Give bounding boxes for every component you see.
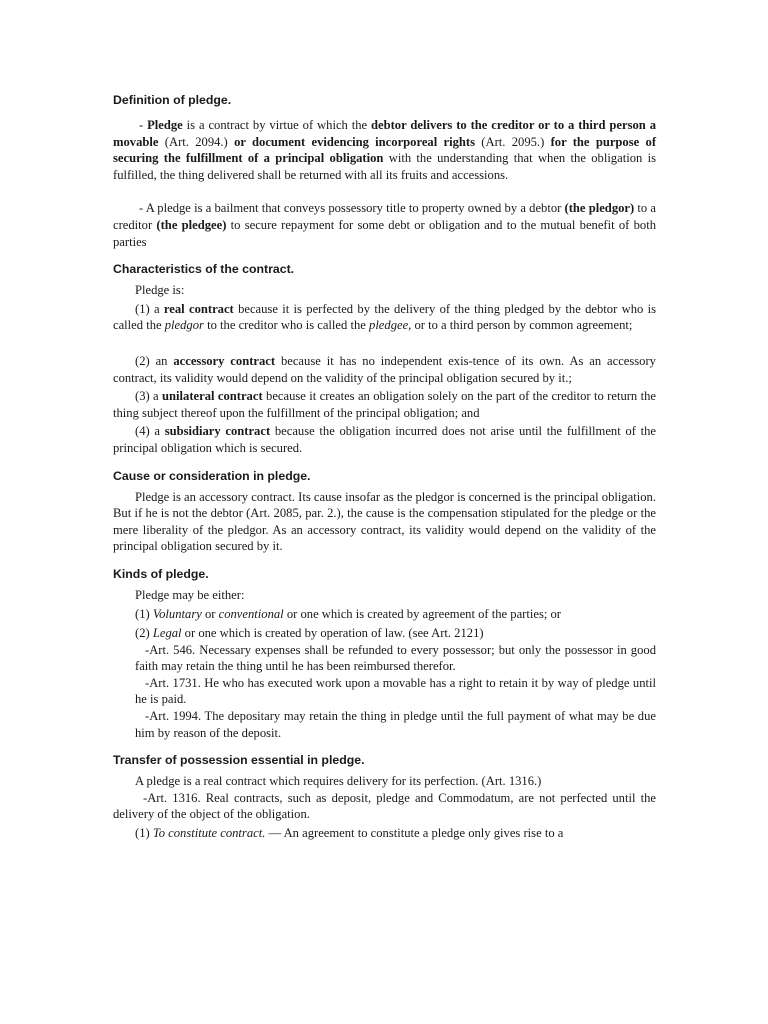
heading-cause: Cause or consideration in pledge. <box>113 468 311 483</box>
characteristic-unilateral-contract <box>113 388 656 421</box>
text-run: -Art. 1316. Real contracts, such as deposit, pledge and Commodatum, are not perfected until the delivery of the object of the obligation. <box>113 790 656 822</box>
text-run: (2) <box>135 626 153 641</box>
text-run: with the understanding that when the obligation is fulfilled, the thing delivered shall be returned with all its fruits and accessions. <box>113 151 656 182</box>
text-run: (3) a <box>135 389 163 404</box>
characteristic-accessory-contract <box>113 353 656 386</box>
text-run: to secure repayment for some debt or obligation and to the mutual benefit of both parties <box>113 217 656 249</box>
text-run: -Art. 1731. He who has executed work upon a movable has a right to retain it by way of pledge until he is paid. <box>135 675 656 707</box>
text-run: because it creates an obligation solely on the part of the creditor to return the thing subject thereof upon the fulfillment of the principal obligation; and <box>113 389 656 420</box>
text-run: (Art. 2094.) <box>158 134 235 149</box>
kind-legal <box>113 625 656 642</box>
text-run: to a creditor <box>113 201 657 232</box>
text-run: Pledge may be either: <box>135 587 245 602</box>
text-run: because it is perfected by the delivery of the thing pledged by the debtor who is called the <box>113 301 657 333</box>
text-run: because it has no independent exis-tence of its own. As an accessory contract, its validity would depend on the validity of the principal obligation secured by it.; <box>113 353 656 385</box>
article-1731 <box>113 675 656 708</box>
text-run: - <box>139 118 148 132</box>
text-run: conventional <box>218 607 284 622</box>
text-run: Pledge <box>147 118 183 132</box>
paragraph-pledge-bailment <box>113 200 656 250</box>
text-run: unilateral contract <box>162 389 263 404</box>
text-run: Pledge is: <box>135 283 185 298</box>
text-run: (1) <box>135 826 153 840</box>
text-run: pledgor <box>164 318 204 333</box>
text-run: or to a third person by common agreement; <box>411 318 633 333</box>
paragraph-cause <box>113 489 656 555</box>
characteristic-real-contract <box>113 301 656 334</box>
text-run: (1) a <box>135 301 164 316</box>
article-1994 <box>113 708 656 741</box>
text-run: Pledge is an accessory contract. Its cause insofar as the pledgor is concerned is the principal obligation. But if he is not the debtor (Art. 2085, par. 2.), the cause is the compensation stipulated for the pledge or the mere liberality of the pledgor. As an accessory contract, its validity would depend on the validity of the principal obligation secured by it. <box>113 489 656 554</box>
text-run: (4) a <box>135 424 165 439</box>
text-run: real contract <box>163 301 234 316</box>
text-run: or <box>201 607 219 622</box>
article-546 <box>113 642 656 675</box>
document-page <box>113 92 656 842</box>
text-run: because the obligation incurred does not arise until the fulfillment of the principal obligation which is secured. <box>113 424 656 455</box>
text-run: to the creditor who is called the <box>203 318 370 333</box>
text-run: - A pledge is a bailment that conveys possessory title to property owned by a debtor <box>139 201 565 216</box>
text-run: — An agreement to constitute a pledge only gives rise to a <box>265 826 564 840</box>
text-run: is a contract by virtue of which the <box>182 118 372 132</box>
text-run: or one which is created by operation of law. (see Art. 2121) <box>181 626 484 641</box>
heading-transfer: Transfer of possession essential in pledge. <box>113 753 365 768</box>
text-run: (the pledgee) <box>156 217 227 232</box>
paragraph-pledge-definition <box>113 117 656 183</box>
text-run: for the purpose of securing the fulfillment of a principal obligation <box>113 134 657 166</box>
heading-definition: Definition of pledge. <box>113 93 232 107</box>
paragraph-real-contract <box>113 773 656 790</box>
paragraph-to-constitute <box>113 825 656 842</box>
text-run: To constitute contract. <box>152 826 266 840</box>
text-run: (the pledgor) <box>564 201 635 216</box>
text-run: debtor delivers to the creditor or to a third person a movable <box>113 118 656 149</box>
text-run: (Art. 2095.) <box>475 134 551 149</box>
text-run: -Art. 546. Necessary expenses shall be refunded to every possessor; but only the possessor in good faith may retain the thing until he has been reimbursed therefor. <box>135 642 656 674</box>
text-run: (1) <box>135 607 153 622</box>
characteristic-subsidiary-contract <box>113 423 656 456</box>
characteristics-intro <box>113 282 656 299</box>
text-run: pledgee, <box>369 318 412 333</box>
kind-voluntary <box>113 606 656 623</box>
text-run: (2) an <box>135 353 174 368</box>
kinds-intro <box>113 587 656 604</box>
text-run: subsidiary contract <box>164 424 271 439</box>
text-run: Voluntary <box>152 607 202 622</box>
text-run: or one which is created by agreement of the parties; or <box>283 607 561 622</box>
heading-kinds: Kinds of pledge. <box>113 566 209 581</box>
text-run: -Art. 1994. The depositary may retain the thing in pledge until the full payment of what may be due him by reason of the deposit. <box>135 709 656 740</box>
article-1316 <box>113 790 656 823</box>
text-run: or document evidencing incorporeal rights <box>234 134 475 149</box>
text-run: Legal <box>152 626 182 641</box>
heading-characteristics: Characteristics of the contract. <box>113 262 295 277</box>
text-run: A pledge is a real contract which requires delivery for its perfection. (Art. 1316.) <box>135 774 542 789</box>
text-run: accessory contract <box>173 353 276 368</box>
